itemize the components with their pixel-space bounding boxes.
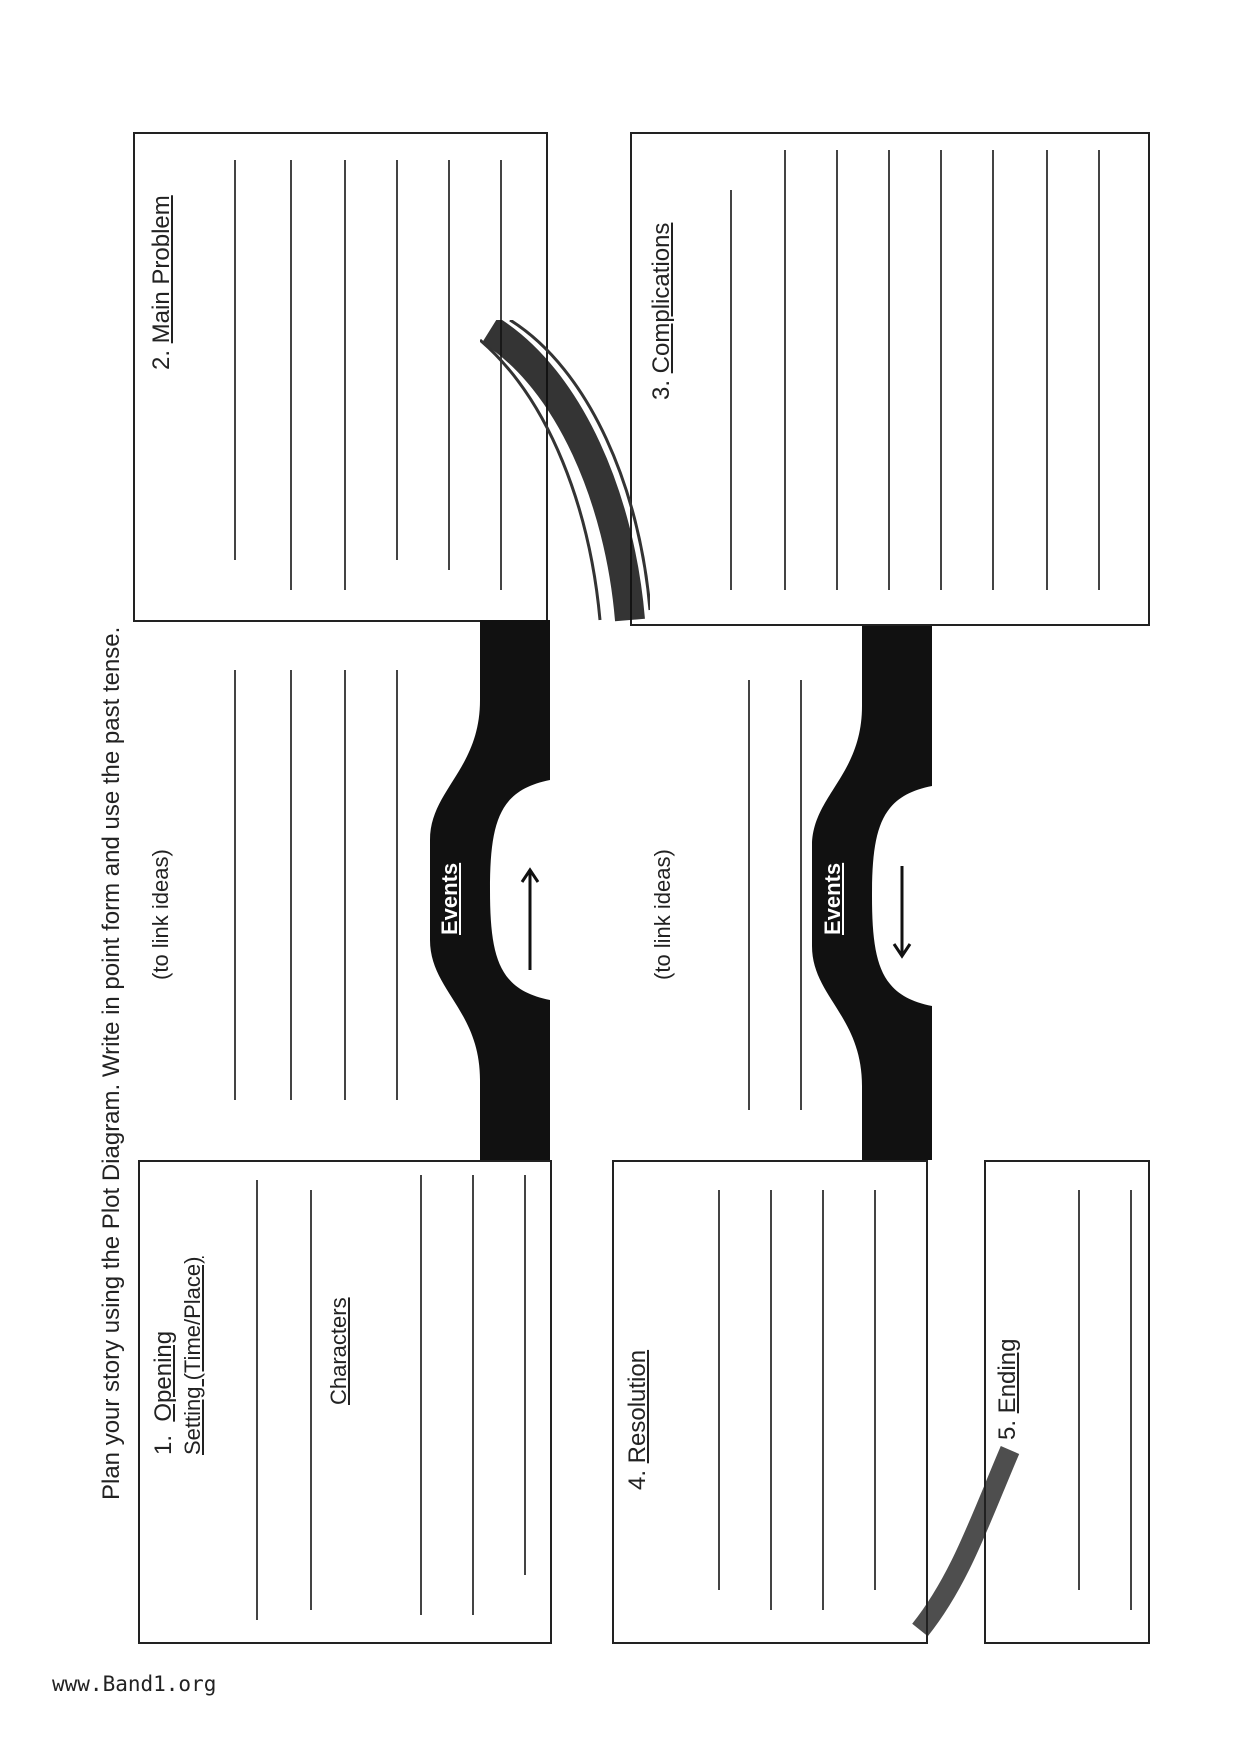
writing-line (290, 670, 292, 1100)
instructions-text: Plan your story using the Plot Diagram. Write in point form and use the past tense. (98, 626, 125, 1500)
writing-line (290, 160, 292, 590)
resolution-title: 4. Resolution (624, 1349, 651, 1490)
main-problem-title: 2. Main Problem (148, 195, 175, 370)
events-label-top: Events (437, 862, 462, 935)
writing-line (1078, 1190, 1080, 1590)
writing-line (748, 680, 750, 1110)
writing-line (874, 1190, 876, 1590)
writing-line (770, 1190, 772, 1610)
writing-line (396, 670, 398, 1100)
writing-line (396, 160, 398, 560)
complications-box (630, 132, 1150, 626)
writing-line (836, 150, 838, 590)
writing-line (784, 150, 786, 590)
writing-line (310, 1190, 312, 1610)
writing-line (524, 1175, 526, 1575)
writing-line (344, 160, 346, 590)
writing-line (448, 160, 450, 570)
setting-label: Setting (Time/Place) (180, 1256, 205, 1455)
writing-line (800, 680, 802, 1110)
writing-line (992, 150, 994, 590)
writing-line (730, 190, 732, 590)
bridge-illustration-small (910, 1440, 1020, 1640)
writing-line (1046, 150, 1048, 590)
writing-line (420, 1175, 422, 1615)
writing-line (1130, 1190, 1132, 1610)
footer-url: www.Band1.org (52, 1672, 217, 1696)
complications-title: 3. Complications (648, 222, 675, 400)
opening-title: 1. Opening (150, 1330, 177, 1455)
writing-line (940, 150, 942, 590)
writing-line (822, 1190, 824, 1610)
connector-note-top: (to link ideas) (148, 849, 173, 980)
writing-line (344, 670, 346, 1100)
events-label-bottom: Events (820, 862, 845, 935)
writing-line (256, 1180, 258, 1620)
writing-line (888, 150, 890, 590)
connector-note-bottom: (to link ideas) (650, 849, 675, 980)
characters-label: Characters (326, 1297, 351, 1405)
ending-title: 5. Ending (994, 1338, 1021, 1440)
writing-line (1098, 150, 1100, 590)
writing-line (234, 160, 236, 560)
writing-line (472, 1175, 474, 1615)
writing-line (718, 1190, 720, 1590)
bridge-illustration-large (480, 320, 650, 630)
writing-line (234, 670, 236, 1100)
